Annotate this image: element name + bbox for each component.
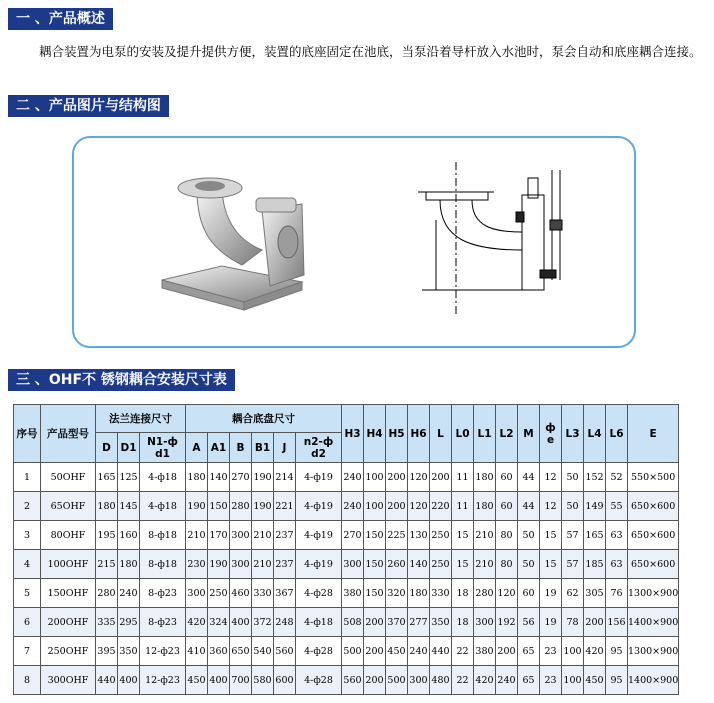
table-cell: 295	[118, 608, 140, 637]
table-cell: 120	[496, 579, 518, 608]
table-cell: 180	[408, 579, 430, 608]
table-row	[14, 463, 679, 492]
table-cell: 3	[14, 521, 41, 550]
table-cell: 367	[274, 579, 296, 608]
table-cell: 215	[96, 550, 118, 579]
table-cell: 277	[408, 608, 430, 637]
table-cell: 60	[496, 492, 518, 521]
table-cell: 248	[274, 608, 296, 637]
table-cell: 63	[606, 521, 628, 550]
table-cell: 190	[252, 492, 274, 521]
header-model: 产品型号	[41, 405, 96, 463]
table-cell: 280	[230, 492, 252, 521]
header-N1-d1: N1-ф d1	[140, 433, 186, 463]
table-cell: 1300×900	[628, 579, 679, 608]
table-cell: 150	[364, 521, 386, 550]
table-cell: 370	[386, 608, 408, 637]
table-cell: 600	[274, 666, 296, 695]
table-cell: 150	[208, 492, 230, 521]
table-cell: 500	[386, 666, 408, 695]
table-cell: 180	[186, 463, 208, 492]
table-cell: 250OHF	[41, 637, 96, 666]
table-cell: 6	[14, 608, 41, 637]
table-cell: 140	[208, 463, 230, 492]
table-cell: 300	[186, 579, 208, 608]
table-cell: 80OHF	[41, 521, 96, 550]
table-cell: 350	[430, 608, 452, 637]
table-cell: 100	[562, 666, 584, 695]
table-cell: 185	[584, 550, 606, 579]
table-cell: 650×600	[628, 550, 679, 579]
header-H5: H5	[386, 405, 408, 463]
table-cell: 237	[274, 521, 296, 550]
table-row	[14, 666, 679, 695]
table-cell: 65	[518, 666, 540, 695]
table-cell: 44	[518, 463, 540, 492]
table-cell: 300	[408, 666, 430, 695]
dimension-table	[13, 404, 679, 695]
table-cell: 195	[96, 521, 118, 550]
header-L3: L3	[562, 405, 584, 463]
table-cell: 270	[342, 521, 364, 550]
table-cell: 1400×900	[628, 666, 679, 695]
header-flange-group: 法兰连接尺寸	[96, 405, 186, 433]
header-L1: L1	[474, 405, 496, 463]
table-cell: 120	[408, 463, 430, 492]
header-H6: H6	[408, 405, 430, 463]
table-cell: 225	[386, 521, 408, 550]
table-cell: 15	[540, 521, 562, 550]
table-cell: 410	[186, 637, 208, 666]
table-cell: 400	[230, 608, 252, 637]
table-cell: 420	[186, 608, 208, 637]
header-D1: D1	[118, 433, 140, 463]
header-n2-d2: n2-ф d2	[296, 433, 342, 463]
table-cell: 240	[342, 463, 364, 492]
table-cell: 508	[342, 608, 364, 637]
table-cell: 180	[96, 492, 118, 521]
table-cell: 18	[452, 608, 474, 637]
header-base-group: 耦合底盘尺寸	[186, 405, 342, 433]
table-cell: 4-ф18	[296, 608, 342, 637]
table-cell: 4-ф19	[296, 550, 342, 579]
table-cell: 4-ф19	[296, 492, 342, 521]
table-cell: 300	[230, 521, 252, 550]
table-cell: 324	[208, 608, 230, 637]
table-cell: 300	[342, 550, 364, 579]
table-cell: 4-ф18	[140, 463, 186, 492]
table-cell: 200OHF	[41, 608, 96, 637]
table-cell: 560	[342, 666, 364, 695]
table-cell: 65	[518, 637, 540, 666]
table-cell: 210	[186, 521, 208, 550]
table-cell: 460	[230, 579, 252, 608]
table-cell: 250	[430, 521, 452, 550]
table-cell: 8-ф18	[140, 550, 186, 579]
table-cell: 4-ф19	[296, 463, 342, 492]
table-cell: 4-ф28	[296, 579, 342, 608]
table-cell: 440	[96, 666, 118, 695]
table-cell: 100	[364, 492, 386, 521]
header-L6: L6	[606, 405, 628, 463]
table-cell: 140	[408, 550, 430, 579]
table-cell: 62	[562, 579, 584, 608]
table-cell: 165	[584, 521, 606, 550]
table-cell: 145	[118, 492, 140, 521]
table-cell: 1	[14, 463, 41, 492]
table-cell: 380	[474, 637, 496, 666]
table-cell: 170	[208, 521, 230, 550]
table-cell: 180	[474, 492, 496, 521]
table-cell: 8-ф18	[140, 521, 186, 550]
table-cell: 500	[342, 637, 364, 666]
table-cell: 550×500	[628, 463, 679, 492]
table-cell: 700	[230, 666, 252, 695]
table-cell: 8-ф23	[140, 608, 186, 637]
header-phi-e: ф e	[540, 405, 562, 463]
section-title-overview: 一 、产品概述	[8, 8, 113, 30]
table-cell: 52	[606, 463, 628, 492]
table-cell: 50	[518, 521, 540, 550]
table-cell: 8	[14, 666, 41, 695]
table-cell: 4	[14, 550, 41, 579]
table-cell: 60	[518, 579, 540, 608]
table-cell: 450	[386, 637, 408, 666]
header-seq: 序号	[14, 405, 41, 463]
table-cell: 540	[252, 637, 274, 666]
table-cell: 4-ф28	[296, 637, 342, 666]
header-L0: L0	[452, 405, 474, 463]
table-cell: 1300×900	[628, 637, 679, 666]
table-cell: 12	[540, 463, 562, 492]
table-cell: 65OHF	[41, 492, 96, 521]
table-cell: 50	[518, 550, 540, 579]
table-cell: 200	[364, 637, 386, 666]
table-cell: 280	[96, 579, 118, 608]
table-cell: 50	[562, 492, 584, 521]
table-cell: 240	[118, 579, 140, 608]
table-cell: 200	[386, 463, 408, 492]
table-cell: 300OHF	[41, 666, 96, 695]
section-title-pictures: 二 、产品图片与结构图	[8, 95, 169, 117]
table-cell: 190	[252, 463, 274, 492]
table-cell: 19	[540, 579, 562, 608]
table-cell: 400	[208, 666, 230, 695]
table-cell: 420	[474, 666, 496, 695]
table-cell: 130	[408, 521, 430, 550]
table-cell: 380	[342, 579, 364, 608]
table-cell: 22	[452, 666, 474, 695]
table-cell: 210	[252, 521, 274, 550]
table-cell: 78	[562, 608, 584, 637]
table-cell: 190	[208, 550, 230, 579]
table-cell: 95	[606, 666, 628, 695]
table-cell: 23	[540, 666, 562, 695]
table-cell: 260	[386, 550, 408, 579]
table-cell: 150	[364, 579, 386, 608]
table-cell: 4-ф28	[296, 666, 342, 695]
table-cell: 180	[474, 463, 496, 492]
header-A1: A1	[208, 433, 230, 463]
table-cell: 420	[584, 637, 606, 666]
table-cell: 150	[364, 550, 386, 579]
overview-paragraph: 耦合装置为电泵的安装及提升提供方便，装置的底座固定在池底，当泵沿着导杆放入水池时，泵会自动和底座耦合连接。	[14, 44, 702, 59]
table-cell: 44	[518, 492, 540, 521]
header-A: A	[186, 433, 208, 463]
table-cell: 4-ф19	[296, 521, 342, 550]
table-cell: 165	[96, 463, 118, 492]
table-cell: 15	[540, 550, 562, 579]
table-cell: 200	[386, 492, 408, 521]
table-cell: 50OHF	[41, 463, 96, 492]
table-cell: 18	[452, 579, 474, 608]
header-B: B	[230, 433, 252, 463]
table-row	[14, 637, 679, 666]
table-cell: 95	[606, 637, 628, 666]
table-cell: 100	[364, 463, 386, 492]
table-cell: 450	[584, 666, 606, 695]
table-row	[14, 579, 679, 608]
table-cell: 580	[252, 666, 274, 695]
table-cell: 192	[496, 608, 518, 637]
table-cell: 56	[518, 608, 540, 637]
header-J: J	[274, 433, 296, 463]
table-cell: 240	[496, 666, 518, 695]
table-cell: 300	[474, 608, 496, 637]
table-cell: 7	[14, 637, 41, 666]
table-cell: 400	[118, 666, 140, 695]
table-cell: 5	[14, 579, 41, 608]
table-cell: 60	[496, 463, 518, 492]
table-row	[14, 550, 679, 579]
table-cell: 50	[562, 463, 584, 492]
table-cell: 200	[364, 666, 386, 695]
product-photo-image	[152, 170, 322, 320]
table-cell: 63	[606, 550, 628, 579]
structure-diagram-image	[412, 160, 582, 320]
table-cell: 152	[584, 463, 606, 492]
table-cell: 480	[430, 666, 452, 695]
table-cell: 280	[474, 579, 496, 608]
table-cell: 8-ф23	[140, 579, 186, 608]
table-cell: 200	[584, 608, 606, 637]
table-cell: 1400×900	[628, 608, 679, 637]
table-cell: 76	[606, 579, 628, 608]
table-cell: 240	[342, 492, 364, 521]
table-cell: 330	[252, 579, 274, 608]
header-B1: B1	[252, 433, 274, 463]
header-H4: H4	[364, 405, 386, 463]
table-cell: 240	[408, 637, 430, 666]
table-cell: 190	[186, 492, 208, 521]
table-row	[14, 521, 679, 550]
table-cell: 57	[562, 521, 584, 550]
table-cell: 395	[96, 637, 118, 666]
table-cell: 650	[230, 637, 252, 666]
table-cell: 210	[474, 521, 496, 550]
table-cell: 214	[274, 463, 296, 492]
table-cell: 320	[386, 579, 408, 608]
header-L2: L2	[496, 405, 518, 463]
table-cell: 650×600	[628, 492, 679, 521]
table-cell: 230	[186, 550, 208, 579]
table-cell: 450	[186, 666, 208, 695]
table-cell: 11	[452, 492, 474, 521]
table-row	[14, 492, 679, 521]
table-cell: 210	[252, 550, 274, 579]
table-cell: 12	[540, 492, 562, 521]
table-cell: 221	[274, 492, 296, 521]
table-cell: 200	[430, 463, 452, 492]
figure-panel	[72, 136, 636, 348]
table-cell: 330	[430, 579, 452, 608]
table-cell: 200	[496, 637, 518, 666]
table-cell: 160	[118, 521, 140, 550]
table-cell: 270	[230, 463, 252, 492]
table-cell: 250	[430, 550, 452, 579]
table-cell: 100OHF	[41, 550, 96, 579]
table-cell: 55	[606, 492, 628, 521]
table-cell: 150OHF	[41, 579, 96, 608]
table-cell: 237	[274, 550, 296, 579]
table-cell: 80	[496, 521, 518, 550]
header-H3: H3	[342, 405, 364, 463]
table-cell: 125	[118, 463, 140, 492]
table-cell: 2	[14, 492, 41, 521]
table-cell: 11	[452, 463, 474, 492]
header-L: L	[430, 405, 452, 463]
table-cell: 12-ф23	[140, 666, 186, 695]
table-cell: 149	[584, 492, 606, 521]
table-cell: 23	[540, 637, 562, 666]
table-cell: 15	[452, 521, 474, 550]
table-cell: 210	[474, 550, 496, 579]
header-L4: L4	[584, 405, 606, 463]
table-cell: 360	[208, 637, 230, 666]
table-cell: 305	[584, 579, 606, 608]
table-cell: 200	[364, 608, 386, 637]
table-cell: 350	[118, 637, 140, 666]
table-cell: 180	[118, 550, 140, 579]
table-cell: 335	[96, 608, 118, 637]
table-cell: 560	[274, 637, 296, 666]
table-cell: 4-ф18	[140, 492, 186, 521]
table-row	[14, 608, 679, 637]
table-cell: 120	[408, 492, 430, 521]
table-cell: 22	[452, 637, 474, 666]
table-cell: 19	[540, 608, 562, 637]
table-cell: 57	[562, 550, 584, 579]
section-title-dimension-table: 三 、OHF不 锈钢耦合安装尺寸表	[8, 369, 235, 391]
table-cell: 156	[606, 608, 628, 637]
table-cell: 15	[452, 550, 474, 579]
header-E: E	[628, 405, 679, 463]
header-M: M	[518, 405, 540, 463]
table-cell: 100	[562, 637, 584, 666]
table-cell: 80	[496, 550, 518, 579]
header-D: D	[96, 433, 118, 463]
table-cell: 12-ф23	[140, 637, 186, 666]
table-cell: 220	[430, 492, 452, 521]
table-cell: 300	[230, 550, 252, 579]
table-cell: 372	[252, 608, 274, 637]
table-cell: 650×600	[628, 521, 679, 550]
table-cell: 440	[430, 637, 452, 666]
table-cell: 250	[208, 579, 230, 608]
